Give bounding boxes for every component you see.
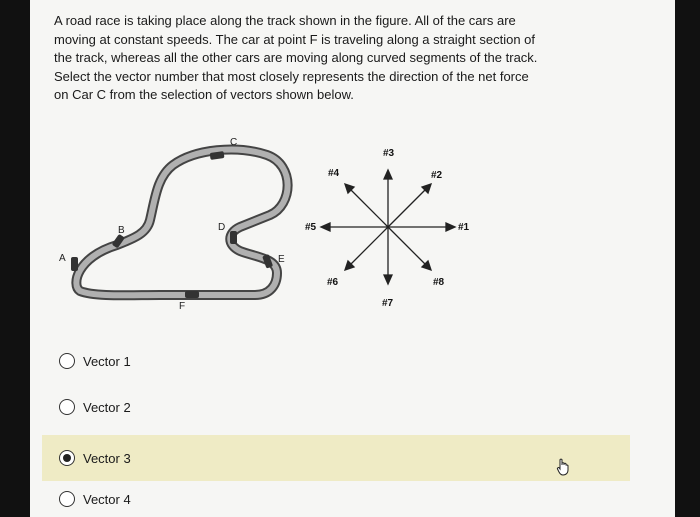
hand-cursor-icon [556, 458, 570, 476]
point-label-c: C [230, 137, 238, 148]
option-vector-4[interactable] [54, 481, 629, 517]
option-vector-1[interactable] [54, 343, 629, 379]
option-label: Vector 1 [83, 353, 131, 369]
track-figure [55, 135, 495, 320]
radio-dot-icon [63, 454, 71, 462]
vector-label-3: #3 [383, 148, 395, 159]
vector-label-6: #6 [327, 277, 339, 288]
option-label: Vector 3 [83, 450, 131, 466]
vector-label-2: #2 [431, 170, 443, 181]
point-label-b: B [118, 225, 125, 236]
question-line: Select the vector number that most closely represents the direction of the net force [54, 68, 529, 84]
radio-button-selected[interactable] [59, 450, 75, 466]
car-f [185, 291, 199, 298]
vector-label-1: #1 [458, 222, 470, 233]
car-d [230, 231, 237, 244]
vector-label-8: #8 [433, 277, 445, 288]
question-line: A road race is taking place along the track shown in the figure. All of the cars are [54, 13, 516, 28]
option-vector-2[interactable] [54, 389, 629, 425]
radio-button[interactable] [59, 353, 75, 369]
point-label-e: E [278, 254, 285, 265]
track-surface [76, 150, 287, 296]
question-text [54, 12, 644, 105]
car-a [71, 257, 78, 271]
radio-button[interactable] [59, 399, 75, 415]
question-line: the track, whereas all the other cars are moving along curved segments of the track. [54, 50, 538, 65]
question-line: moving at constant speeds. The car at point F is traveling along a straight section of [54, 31, 536, 47]
vector-label-4: #4 [328, 168, 340, 179]
option-label: Vector 2 [83, 399, 131, 415]
point-label-f: F [179, 301, 186, 312]
vector-label-7: #7 [382, 298, 394, 309]
point-label-a: A [59, 253, 66, 264]
radio-button[interactable] [59, 491, 75, 507]
vector-label-5: #5 [305, 222, 317, 233]
option-label: Vector 4 [83, 491, 131, 507]
option-vector-3[interactable] [42, 435, 630, 481]
question-line: on Car C from the selection of vectors shown below. [54, 87, 354, 102]
point-label-d: D [218, 222, 226, 233]
